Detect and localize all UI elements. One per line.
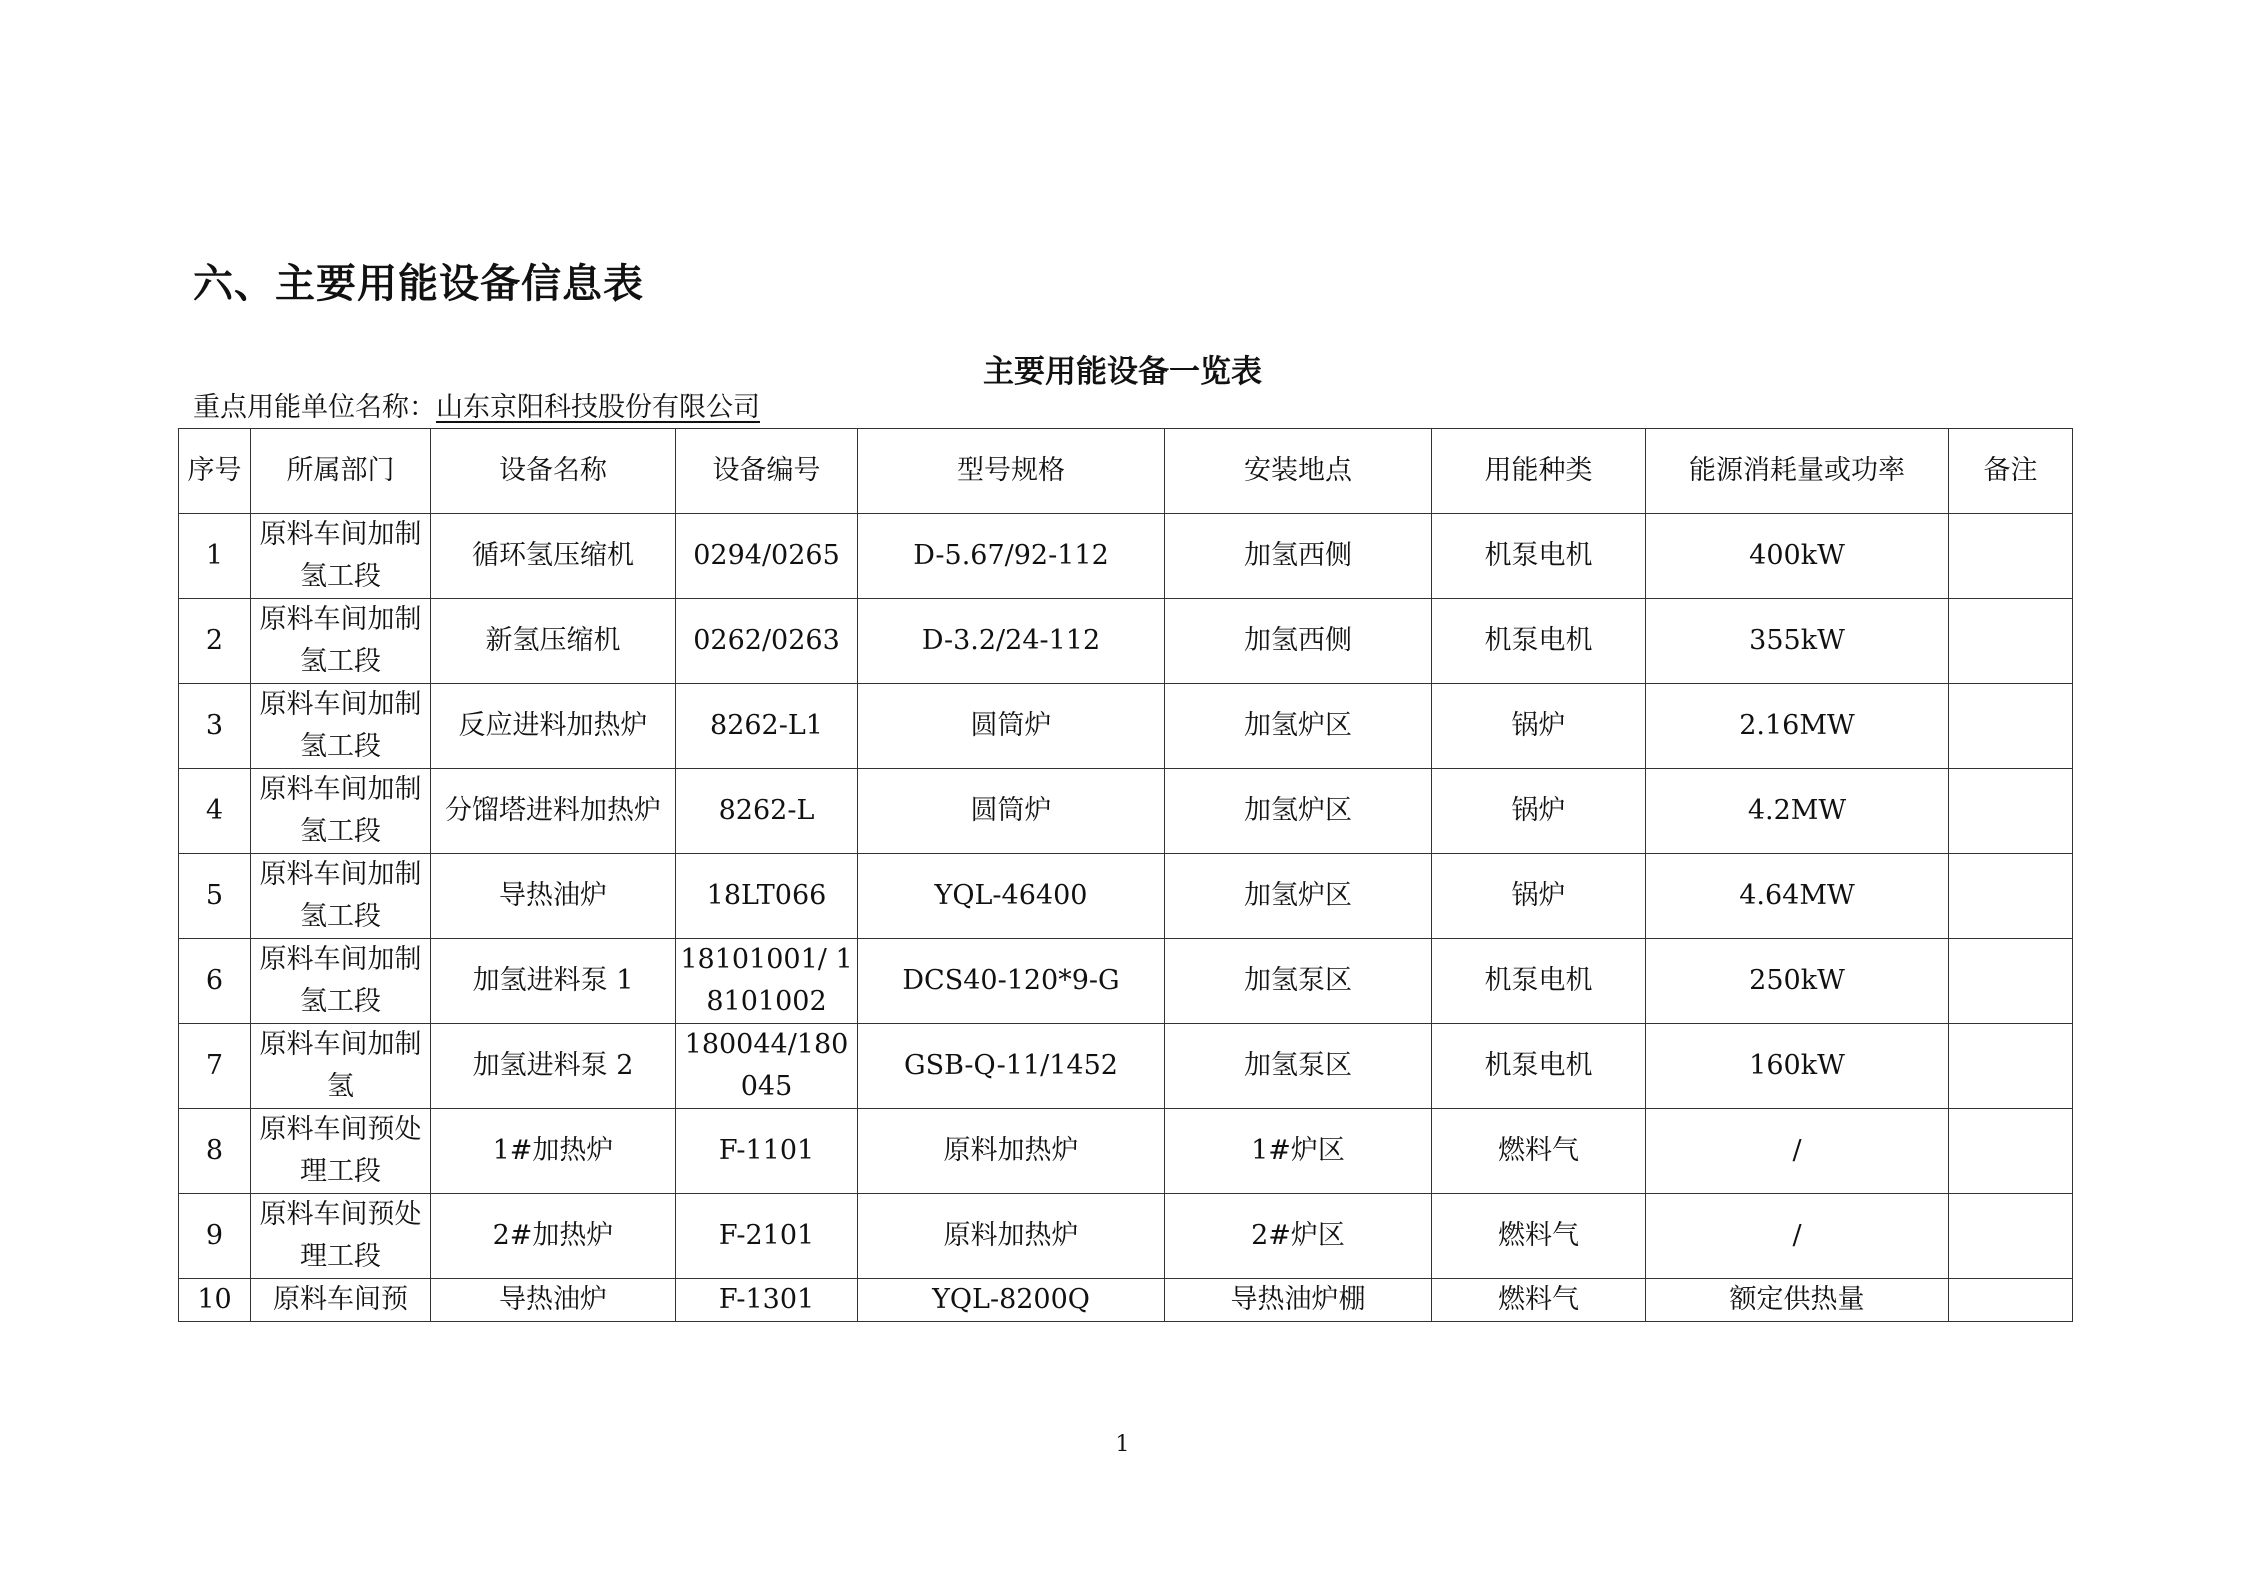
table-cell: 1#炉区 [1165, 1109, 1432, 1194]
section-heading: 六、主要用能设备信息表 [193, 261, 644, 307]
table-row [179, 514, 2073, 599]
header-cell: 序号 [179, 429, 251, 514]
table-cell: 机泵电机 [1432, 939, 1646, 1024]
table-cell: F-1301 [676, 1279, 858, 1322]
table-cell: 原料车间加制氢工段 [251, 854, 431, 939]
table-cell: 2#炉区 [1165, 1194, 1432, 1279]
table-cell: 1 [179, 514, 251, 599]
unit-name-value: 山东京阳科技股份有限公司 [436, 392, 760, 423]
table-cell [1949, 514, 2073, 599]
table-cell: 加氢泵区 [1165, 939, 1432, 1024]
table-cell: 加氢泵区 [1165, 1024, 1432, 1109]
table-row [179, 1194, 2073, 1279]
table-cell: 0262/0263 [676, 599, 858, 684]
table-cell: 导热油炉 [431, 854, 676, 939]
table-row [179, 599, 2073, 684]
table-cell: 加氢进料泵 1 [431, 939, 676, 1024]
table-cell: 圆筒炉 [858, 769, 1165, 854]
table-cell [1949, 769, 2073, 854]
table-cell: 导热油炉 [431, 1279, 676, 1322]
table-cell: 3 [179, 684, 251, 769]
table-cell: 原料车间加制氢工段 [251, 769, 431, 854]
table-cell: 原料车间预 [251, 1279, 431, 1322]
table-cell: 400kW [1646, 514, 1949, 599]
table-cell: 1#加热炉 [431, 1109, 676, 1194]
table-cell: 160kW [1646, 1024, 1949, 1109]
table-cell: 机泵电机 [1432, 599, 1646, 684]
table-cell: / [1646, 1109, 1949, 1194]
header-cell: 设备编号 [676, 429, 858, 514]
table-cell: 原料车间加制氢工段 [251, 684, 431, 769]
table-cell: D-3.2/24-112 [858, 599, 1165, 684]
table-cell: 额定供热量 [1646, 1279, 1949, 1322]
table-row [179, 854, 2073, 939]
header-cell: 型号规格 [858, 429, 1165, 514]
table-cell: 8262-L [676, 769, 858, 854]
table-cell: 4.2MW [1646, 769, 1949, 854]
table-cell: D-5.67/92-112 [858, 514, 1165, 599]
table-cell: 9 [179, 1194, 251, 1279]
table-row [179, 769, 2073, 854]
header-cell: 备注 [1949, 429, 2073, 514]
header-cell: 能源消耗量或功率 [1646, 429, 1949, 514]
table-cell: 循环氢压缩机 [431, 514, 676, 599]
table-cell: / [1646, 1194, 1949, 1279]
table-cell: 原料车间加制氢 [251, 1024, 431, 1109]
table-cell: 250kW [1646, 939, 1949, 1024]
table-cell: 180044/180045 [676, 1024, 858, 1109]
table-header-row [179, 429, 2073, 514]
table-cell: 8262-L1 [676, 684, 858, 769]
table-cell: 锅炉 [1432, 769, 1646, 854]
table-cell: 加氢进料泵 2 [431, 1024, 676, 1109]
table-row [179, 1024, 2073, 1109]
table-cell: 加氢西侧 [1165, 599, 1432, 684]
table-cell: 圆筒炉 [858, 684, 1165, 769]
table-cell: YQL-46400 [858, 854, 1165, 939]
unit-name-line [193, 390, 760, 426]
table-cell [1949, 1194, 2073, 1279]
table-cell: 反应进料加热炉 [431, 684, 676, 769]
table-cell: 原料车间加制氢工段 [251, 514, 431, 599]
table-cell: 导热油炉棚 [1165, 1279, 1432, 1322]
header-cell: 安装地点 [1165, 429, 1432, 514]
table-cell: F-2101 [676, 1194, 858, 1279]
page-number: 1 [1115, 1432, 1130, 1457]
table-row [179, 939, 2073, 1024]
table-cell: DCS40-120*9-G [858, 939, 1165, 1024]
table-cell: 0294/0265 [676, 514, 858, 599]
table-cell: 18LT066 [676, 854, 858, 939]
table-row [179, 1279, 2073, 1322]
table-cell: YQL-8200Q [858, 1279, 1165, 1322]
table-cell: 4.64MW [1646, 854, 1949, 939]
table-cell: 原料车间加制氢工段 [251, 939, 431, 1024]
table-cell: 2.16MW [1646, 684, 1949, 769]
table-cell: 原料车间预处理工段 [251, 1109, 431, 1194]
table-cell: 加氢炉区 [1165, 854, 1432, 939]
table-cell: 分馏塔进料加热炉 [431, 769, 676, 854]
header-cell: 所属部门 [251, 429, 431, 514]
table-cell: 2#加热炉 [431, 1194, 676, 1279]
header-cell: 用能种类 [1432, 429, 1646, 514]
table-row [179, 684, 2073, 769]
table-cell [1949, 1279, 2073, 1322]
table-cell: 原料车间加制氢工段 [251, 599, 431, 684]
table-cell: 燃料气 [1432, 1279, 1646, 1322]
equipment-table [178, 428, 2073, 1322]
table-cell: 燃料气 [1432, 1109, 1646, 1194]
table-cell [1949, 854, 2073, 939]
table-row [179, 1109, 2073, 1194]
table-cell [1949, 939, 2073, 1024]
table-cell: 原料加热炉 [858, 1194, 1165, 1279]
table-cell: 机泵电机 [1432, 1024, 1646, 1109]
table-cell: 锅炉 [1432, 684, 1646, 769]
table-cell [1949, 599, 2073, 684]
table-cell: GSB-Q-11/1452 [858, 1024, 1165, 1109]
table-cell: 燃料气 [1432, 1194, 1646, 1279]
table-cell [1949, 684, 2073, 769]
table-cell: 加氢西侧 [1165, 514, 1432, 599]
table-cell: 2 [179, 599, 251, 684]
table-cell [1949, 1024, 2073, 1109]
table-cell [1949, 1109, 2073, 1194]
table-cell: 加氢炉区 [1165, 684, 1432, 769]
table-cell: 新氢压缩机 [431, 599, 676, 684]
table-cell: 锅炉 [1432, 854, 1646, 939]
table-title: 主要用能设备一览表 [983, 354, 1262, 390]
table-cell: 10 [179, 1279, 251, 1322]
table-cell: 5 [179, 854, 251, 939]
table-cell: 原料车间预处理工段 [251, 1194, 431, 1279]
table-cell: 8 [179, 1109, 251, 1194]
table-cell: 4 [179, 769, 251, 854]
table-cell: F-1101 [676, 1109, 858, 1194]
table-cell: 355kW [1646, 599, 1949, 684]
unit-name-label: 重点用能单位名称： [193, 392, 436, 423]
table-cell: 7 [179, 1024, 251, 1109]
table-cell: 加氢炉区 [1165, 769, 1432, 854]
header-cell: 设备名称 [431, 429, 676, 514]
table-cell: 机泵电机 [1432, 514, 1646, 599]
table-cell: 18101001/ 18101002 [676, 939, 858, 1024]
table-cell: 6 [179, 939, 251, 1024]
table-cell: 原料加热炉 [858, 1109, 1165, 1194]
